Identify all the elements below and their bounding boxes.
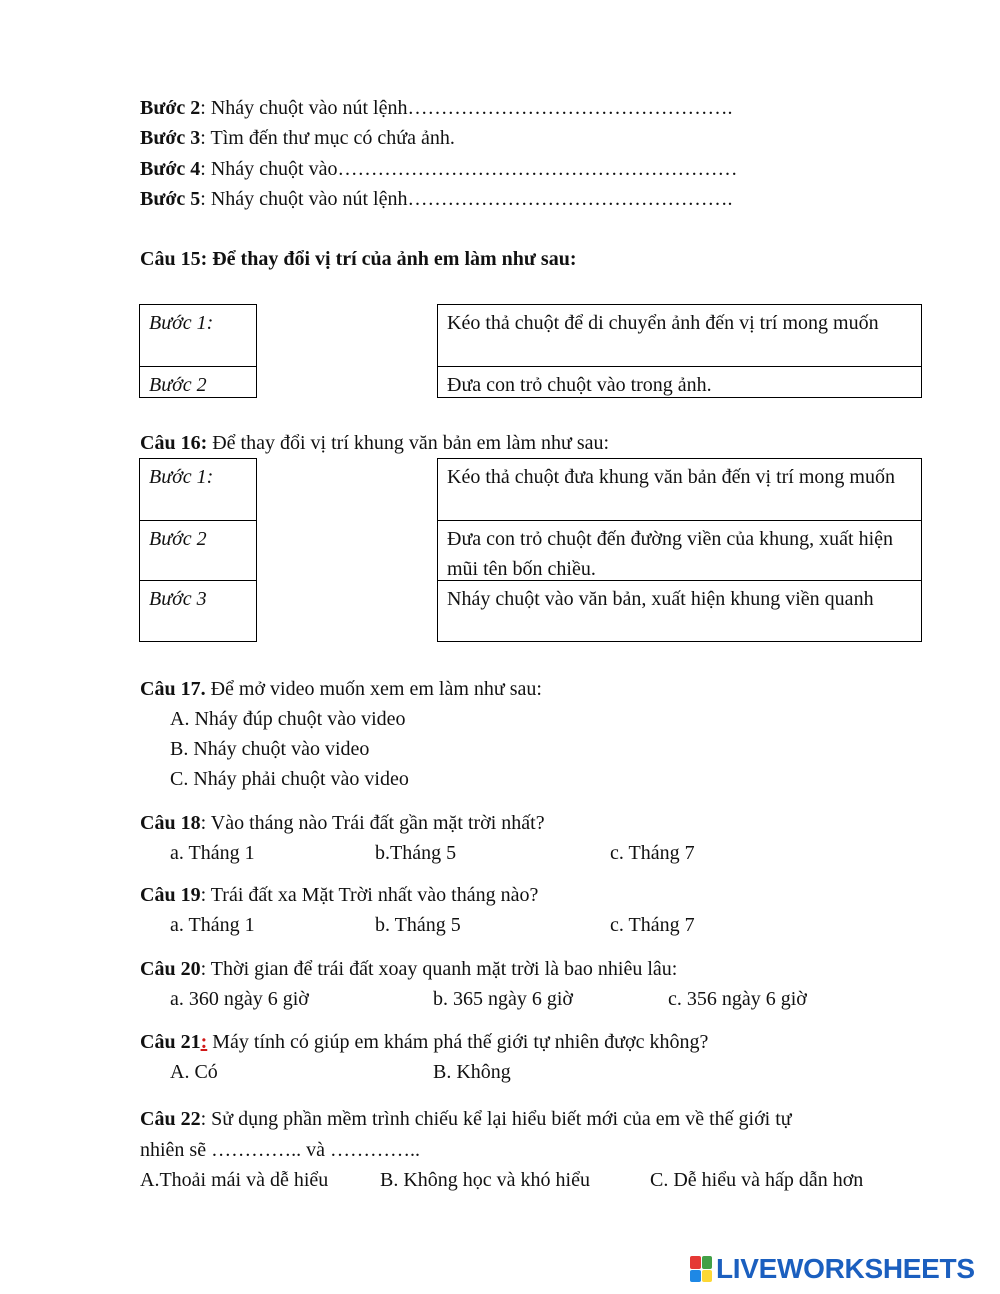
q16-right-card-2[interactable]: Đưa con trỏ chuột đến đường viền của khung, xuất hiện mũi tên bốn chiều.: [437, 520, 922, 581]
question-text: : Để thay đổi vị trí của ảnh em làm như sau:: [200, 248, 577, 270]
q18-option-b[interactable]: b.Tháng 5: [375, 842, 457, 864]
step-text: : Tìm đến thư mục có chứa ảnh.: [200, 127, 455, 149]
question-colon: :: [200, 1031, 208, 1053]
logo-square: [702, 1256, 713, 1269]
question-21: [140, 1030, 708, 1054]
brand-name: LIVEWORKSHEETS: [716, 1253, 975, 1284]
step-line: [140, 187, 732, 211]
question-text: Máy tính có giúp em khám phá thế giới tự nhiên được không?: [207, 1031, 709, 1053]
q19-option-a[interactable]: a. Tháng 1: [170, 914, 255, 936]
question-16: [140, 431, 609, 455]
step-label: Bước 3: [140, 127, 201, 149]
step-label: Bước 4: [140, 158, 201, 180]
q18-option-c[interactable]: c. Tháng 7: [610, 842, 695, 864]
question-17: [140, 677, 542, 701]
question-18: [140, 811, 545, 835]
q17-option-a[interactable]: A. Nháy đúp chuột vào video: [170, 708, 406, 730]
step-line: [140, 157, 737, 181]
question-label: Câu 18: [140, 812, 201, 834]
q20-option-b[interactable]: b. 365 ngày 6 giờ: [433, 988, 574, 1010]
q17-option-b[interactable]: B. Nháy chuột vào video: [170, 738, 370, 760]
question-label: Câu 16:: [140, 432, 208, 454]
step-label: Bước 2: [140, 97, 201, 119]
liveworksheets-brand[interactable]: [690, 1254, 975, 1284]
question-text: : Vào tháng nào Trái đất gần mặt trời nhất?: [200, 812, 545, 834]
q15-left-cell-1[interactable]: Bước 1:: [139, 304, 257, 367]
q15-left-cell-2[interactable]: Bước 2: [139, 366, 257, 398]
question-text: Để thay đổi vị trí khung văn bản em làm như sau:: [207, 432, 610, 454]
question-20: [140, 957, 677, 981]
step-line: [140, 96, 732, 120]
question-label: Câu 15: [140, 248, 201, 270]
question-text: Để mở video muốn xem em làm như sau:: [205, 678, 542, 700]
step-text: : Nháy chuột vào nút lệnh………………………………………….: [200, 188, 733, 210]
q21-option-a[interactable]: A. Có: [170, 1061, 218, 1083]
q16-left-cell-3[interactable]: Bước 3: [139, 580, 257, 642]
q19-option-c[interactable]: c. Tháng 7: [610, 914, 695, 936]
question-22-line2: nhiên sẽ ………….. và …………..: [140, 1139, 420, 1161]
step-line: [140, 126, 455, 150]
question-text: : Sử dụng phần mềm trình chiếu kể lại hiểu biết mới của em về thế giới tự: [200, 1108, 792, 1130]
q15-right-card-2[interactable]: Đưa con trỏ chuột vào trong ảnh.: [437, 366, 922, 398]
q16-right-card-3[interactable]: Nháy chuột vào văn bản, xuất hiện khung viền quanh: [437, 580, 922, 642]
q15-right-card-1[interactable]: Kéo thả chuột để di chuyển ảnh đến vị trí mong muốn: [437, 304, 922, 367]
q22-option-a[interactable]: A.Thoải mái và dễ hiểu: [140, 1169, 329, 1191]
question-22: [140, 1107, 792, 1131]
step-text: : Nháy chuột vào……………………………………………………: [200, 158, 738, 180]
liveworksheets-logo-icon: [690, 1256, 712, 1282]
question-label: Câu 19: [140, 884, 201, 906]
question-text: : Trái đất xa Mặt Trời nhất vào tháng nào?: [200, 884, 539, 906]
q17-option-c[interactable]: C. Nháy phải chuột vào video: [170, 768, 409, 790]
q21-option-b[interactable]: B. Không: [433, 1061, 511, 1083]
q22-option-b[interactable]: B. Không học và khó hiểu: [380, 1169, 590, 1191]
question-label: Câu 17.: [140, 678, 206, 700]
logo-square: [690, 1270, 701, 1283]
q16-right-card-1[interactable]: Kéo thả chuột đưa khung văn bản đến vị trí mong muốn: [437, 458, 922, 521]
question-label: Câu 20: [140, 958, 201, 980]
q22-option-c[interactable]: C. Dễ hiểu và hấp dẫn hơn: [650, 1169, 864, 1191]
q16-left-cell-1[interactable]: Bước 1:: [139, 458, 257, 521]
question-label: Câu 22: [140, 1108, 201, 1130]
step-text: : Nháy chuột vào nút lệnh………………………………………….: [200, 97, 733, 119]
question-15: [140, 247, 577, 271]
question-19: [140, 883, 538, 907]
q20-option-a[interactable]: a. 360 ngày 6 giờ: [170, 988, 309, 1010]
step-label: Bước 5: [140, 188, 201, 210]
q18-option-a[interactable]: a. Tháng 1: [170, 842, 255, 864]
q20-option-c[interactable]: c. 356 ngày 6 giờ: [668, 988, 807, 1010]
q19-option-b[interactable]: b. Tháng 5: [375, 914, 461, 936]
logo-square: [702, 1270, 713, 1283]
question-label: Câu 21: [140, 1031, 201, 1053]
q16-left-cell-2[interactable]: Bước 2: [139, 520, 257, 581]
question-text: : Thời gian để trái đất xoay quanh mặt trời là bao nhiêu lâu:: [200, 958, 678, 980]
logo-square: [690, 1256, 701, 1269]
